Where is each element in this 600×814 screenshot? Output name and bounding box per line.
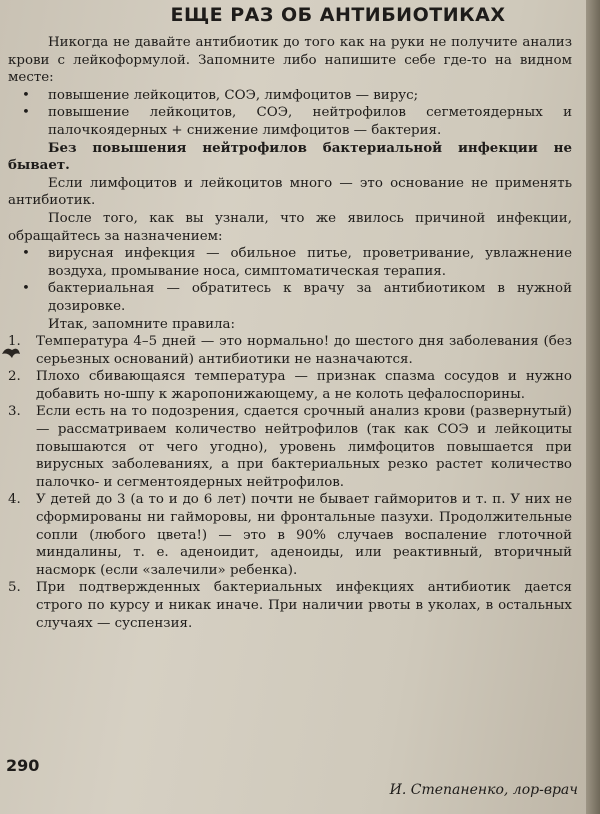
bold-note: Без повышения нейтрофилов бактериальной инфекции не бывает. (8, 139, 572, 174)
rule-text: При подтвержденных бактериальных инфекциях антибиотик дается строго по курсу и никак иначе. При наличии рвоты в уколах, в остальных случаях — суспензия. (36, 580, 572, 631)
page-number: 290 (6, 756, 40, 775)
author-signature: И. Степаненко, лор-врач (389, 782, 578, 798)
rule-text: У детей до 3 (а то и до 6 лет) почти не бывает гайморитов и т. п. У них не сформированы ни гайморовы, ни фронтальные пазухи. Продолжительные сопли (любого цвета!) — это в 90% случаев воспаление глоточной миндалины, т. е. аденоидит, аденоиды, или реактивный, вторичный насморк (если «залечили» ребенка). (36, 492, 572, 578)
after-paragraph: После того, как вы узнали, что же явилось причиной инфекции, обращайтесь за назначением: (8, 210, 572, 244)
rule-number: 1. (8, 334, 21, 350)
intro-paragraph: Никогда не давайте антибиотик до того как на руки не получите анализ крови с лейкоформулой. Запомните либо напишите себе где-то на видном месте: (8, 35, 572, 86)
article-title: ЕЩЕ РАЗ ОБ АНТИБИОТИКАХ (170, 4, 506, 26)
rule-item (8, 333, 572, 368)
list-item: • повышение лейкоцитов, СОЭ, нейтрофилов сегметоядерных и палочкоядерных + снижение лимфоцитов — бактерия. (8, 104, 572, 139)
list-item: • вирусная инфекция — обильное питье, проветривание, увлажнение воздуха, промывание носа, симптоматическая терапия. (8, 245, 572, 280)
rule-item (8, 403, 572, 491)
rule-text: Температура 4–5 дней — это нормально! до шестого дня заболевания (без серьезных оснований) антибиотики не назначаются. (36, 334, 572, 367)
ornament-icon (0, 344, 22, 364)
rule-number: 5. (8, 580, 21, 596)
article-body (8, 34, 572, 632)
rules-list (8, 333, 572, 632)
list-item: • повышение лейкоцитов, СОЭ, лимфоцитов — вирус; (8, 87, 572, 105)
list-item: • бактериальная — обратитесь к врачу за антибиотиком в нужной дозировке. (8, 280, 572, 315)
rules-intro: Итак, запомните правила: (48, 316, 236, 332)
rule-item (8, 491, 572, 579)
rule-number: 2. (8, 369, 21, 385)
treatment-list (8, 245, 572, 315)
rule-number: 4. (8, 492, 21, 508)
rule-text: Если есть на то подозрения, сдается срочный анализ крови (развернутый) — рассматриваем количество нейтрофилов (так как СОЭ и лейкоциты повышаются от чего угодно), уровень лимфоцитов повышается при вирусных заболеваниях, а при бактериальных резко растет количество палочко- и сегментоядерных нейтрофилов. (36, 404, 572, 490)
blood-test-list (8, 87, 572, 140)
rule-number: 3. (8, 404, 21, 420)
rule-text: Плохо сбивающаяся температура — признак спазма сосудов и нужно добавить но-шпу к жаропонижающему, а не колоть цефалоспорины. (36, 369, 572, 402)
rule-item (8, 368, 572, 403)
lymphocyte-paragraph: Если лимфоцитов и лейкоцитов много — это основание не применять антибиотик. (8, 175, 572, 209)
rule-item (8, 579, 572, 632)
page-gutter-shadow (586, 0, 600, 814)
